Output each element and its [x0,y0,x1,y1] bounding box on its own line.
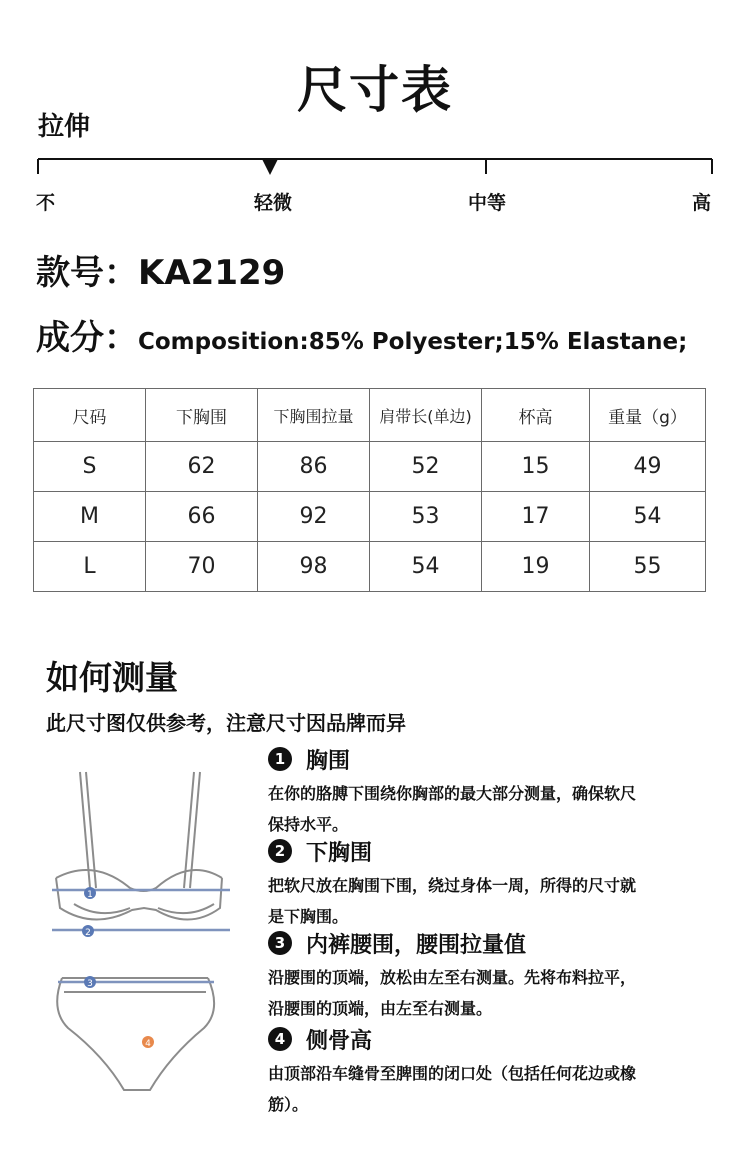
size-table [33,388,706,592]
style-number-value: KA2129 [138,253,286,293]
lingerie-measure-illustration [44,760,244,1115]
table-cell: 62 [146,442,258,492]
how-to-measure-title: 如何测量 [46,658,178,697]
header-underbust-stretch: 下胸围拉量 [258,389,370,442]
table-cell: 52 [370,442,482,492]
stretch-level-none: 不 [36,192,56,214]
table-cell: L [34,542,146,592]
table-cell: M [34,492,146,542]
table-cell: S [34,442,146,492]
header-underbust: 下胸围 [146,389,258,442]
number-4-icon: 4 [268,1027,292,1051]
measure-item-desc: 由顶部沿车缝骨至脾围的闭口处（包括任何花边或橡 [268,1064,637,1083]
table-cell: 86 [258,442,370,492]
measure-item-desc: 是下胸围。 [268,907,349,926]
measure-item-title: 侧骨高 [306,1028,373,1054]
measure-note: 此尺寸图仅供参考，注意尺寸因品牌而异 [46,711,406,735]
composition-value: Composition:85% Polyester;15% Elastane; [138,329,688,355]
header-weight: 重量（g） [590,389,706,442]
measure-item-waist [268,928,708,1024]
measure-item-title: 内裤腰围，腰围拉量值 [306,932,527,958]
measure-item-desc: 在你的胳膊下围绕你胸部的最大部分测量，确保软尺 [268,784,637,803]
header-size: 尺码 [34,389,146,442]
panty-outline-icon [57,978,214,1090]
table-cell: 55 [590,542,706,592]
stretch-level-medium: 中等 [468,192,507,214]
measure-item-desc: 沿腰围的顶端，由左至右测量。 [268,999,493,1018]
table-cell: 98 [258,542,370,592]
table-header-row [34,389,706,442]
table-cell: 54 [370,542,482,592]
table-row [34,542,706,592]
style-number-label: 款号： [36,253,138,293]
stretch-level-high: 高 [692,192,712,214]
page-title: 尺寸表 [297,61,453,119]
number-3-icon: 3 [268,931,292,955]
measure-item-title: 胸围 [306,748,351,774]
marker-1-label: 1 [87,890,93,900]
number-2-icon: 2 [268,839,292,863]
bra-outline-icon [56,772,222,920]
table-row [34,442,706,492]
composition-label: 成分： [36,318,138,358]
marker-3-label: 3 [87,979,93,989]
measure-item-desc: 保持水平。 [268,815,349,834]
measure-item-underbust [268,836,708,932]
table-cell: 15 [482,442,590,492]
table-cell: 53 [370,492,482,542]
table-row [34,492,706,542]
table-cell: 49 [590,442,706,492]
measure-item-title: 下胸围 [306,840,373,866]
marker-2-label: 2 [85,928,91,938]
marker-4-label: 4 [145,1039,151,1049]
measure-item-bust [268,744,708,840]
header-strap-length: 肩带长(单边) [370,389,482,442]
stretch-scale [36,150,716,180]
number-1-icon: 1 [268,747,292,771]
measure-item-desc: 把软尺放在胸围下围，绕过身体一周，所得的尺寸就 [268,876,637,895]
header-cup-height: 杯高 [482,389,590,442]
stretch-level-slight: 轻微 [254,192,293,214]
composition [36,310,687,359]
table-cell: 70 [146,542,258,592]
table-cell: 17 [482,492,590,542]
measure-item-side-height [268,1024,708,1120]
stretch-marker-icon [262,159,278,175]
table-cell: 92 [258,492,370,542]
table-cell: 66 [146,492,258,542]
stretch-label: 拉伸 [38,112,91,142]
table-cell: 54 [590,492,706,542]
measure-item-desc: 沿腰围的顶端，放松由左至右测量。先将布料拉平， [268,968,637,987]
measure-item-desc: 筋）。 [268,1095,309,1114]
table-cell: 19 [482,542,590,592]
style-number [36,245,285,294]
